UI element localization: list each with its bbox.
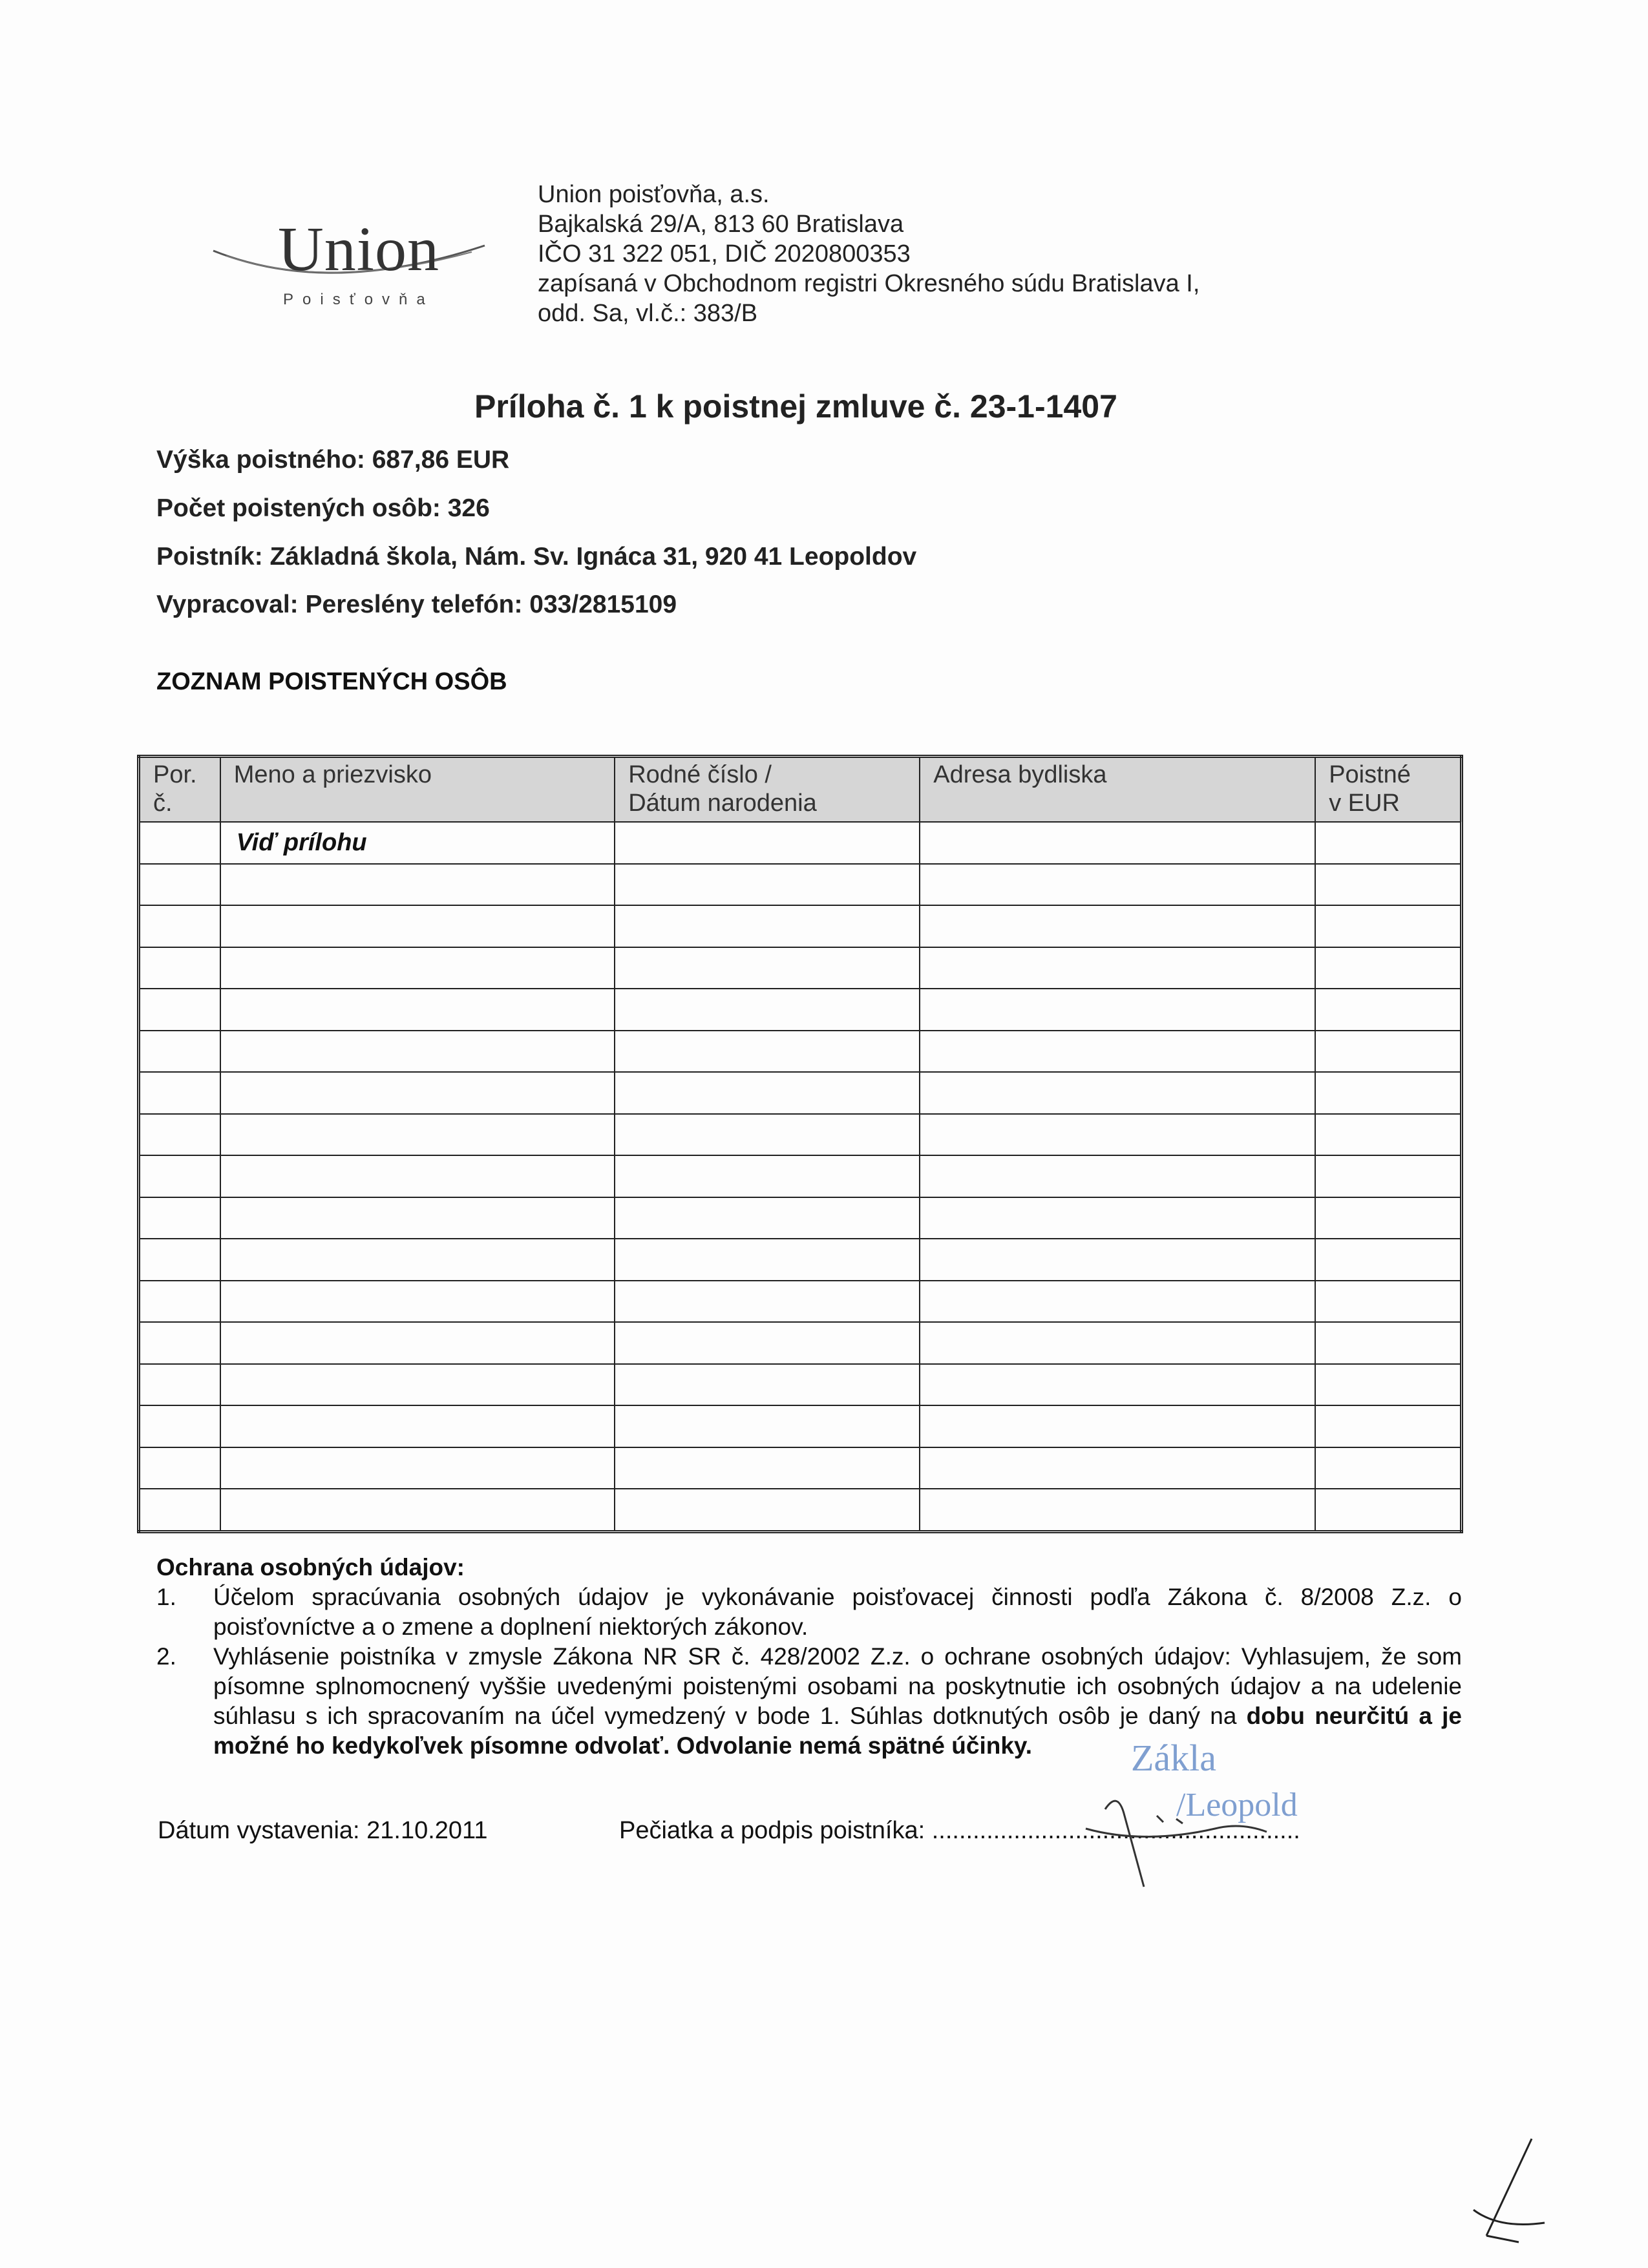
table-cell xyxy=(615,1364,920,1406)
table-cell xyxy=(615,1405,920,1447)
company-registry-section: odd. Sa, vl.č.: 383/B xyxy=(538,300,758,327)
table-cell xyxy=(1315,1364,1461,1406)
col-header-birth xyxy=(615,757,920,823)
data-protection-item xyxy=(156,1582,1462,1642)
table-cell xyxy=(615,947,920,989)
union-logo xyxy=(200,200,498,310)
table-row xyxy=(139,989,1462,1031)
col-header-name xyxy=(220,757,615,823)
table-cell xyxy=(139,1322,220,1364)
company-registry: zapísaná v Obchodnom registri Okresného súdu Bratislava I, xyxy=(538,270,1200,297)
table-cell xyxy=(920,822,1315,864)
table-cell xyxy=(1315,1489,1461,1531)
table-cell xyxy=(920,905,1315,947)
table-cell xyxy=(1315,1281,1461,1323)
table-cell xyxy=(139,1405,220,1447)
table-header-row xyxy=(139,757,1462,823)
table-cell xyxy=(1315,822,1461,864)
table-cell xyxy=(1315,1239,1461,1281)
table-cell xyxy=(615,822,920,864)
table-row xyxy=(139,1239,1462,1281)
table-cell xyxy=(139,1197,220,1239)
table-cell xyxy=(920,1031,1315,1073)
col-header-premium-line1: Poistné xyxy=(1329,761,1411,788)
insured-count: Počet poistených osôb: 326 xyxy=(156,494,490,522)
table-row xyxy=(139,1489,1462,1531)
table-cell xyxy=(139,1364,220,1406)
table-cell xyxy=(615,1447,920,1489)
table-cell xyxy=(139,905,220,947)
table-cell xyxy=(920,1155,1315,1197)
item-number: 1. xyxy=(156,1584,176,1610)
table-cell xyxy=(139,1072,220,1114)
table-row xyxy=(139,1072,1462,1114)
table-cell xyxy=(615,1031,920,1073)
table-cell xyxy=(615,1155,920,1197)
table-row xyxy=(139,1114,1462,1156)
col-header-number-line2: č. xyxy=(153,790,173,817)
prepared-by: Vypracoval: Pereslény telefón: 033/2815109 xyxy=(156,591,677,618)
table-row xyxy=(139,1031,1462,1073)
table-cell xyxy=(139,822,220,864)
issue-date: Dátum vystavenia: 21.10.2011 xyxy=(158,1817,488,1844)
table-cell xyxy=(139,989,220,1031)
table-cell xyxy=(220,1322,615,1364)
table-cell xyxy=(220,1155,615,1197)
see-attachment-note: Viď prílohu xyxy=(220,822,615,864)
col-header-number-line1: Por. xyxy=(153,761,197,788)
col-header-number xyxy=(139,757,220,823)
table-cell xyxy=(220,1405,615,1447)
table-row xyxy=(139,822,1462,864)
table-cell xyxy=(920,947,1315,989)
table-cell xyxy=(139,1447,220,1489)
col-header-address-text: Adresa bydliska xyxy=(933,761,1107,788)
table-cell xyxy=(220,1447,615,1489)
table-cell xyxy=(220,1197,615,1239)
stamp-text-line2: /Leopold xyxy=(1176,1787,1298,1823)
table-cell xyxy=(139,1031,220,1073)
table-cell xyxy=(920,1239,1315,1281)
company-ids: IČO 31 322 051, DIČ 2020800353 xyxy=(538,240,911,268)
data-protection-heading: Ochrana osobných údajov: xyxy=(156,1554,465,1580)
table-cell xyxy=(139,864,220,906)
table-cell xyxy=(615,1239,920,1281)
table-cell xyxy=(920,989,1315,1031)
table-cell xyxy=(920,1072,1315,1114)
table-cell xyxy=(615,1072,920,1114)
item-text-bold: dobu neurčitú a je možné ho kedykoľvek písomne odvolať. Odvolanie nemá spätné účinky. xyxy=(213,1703,1462,1759)
table-cell xyxy=(615,1281,920,1323)
table-cell xyxy=(1315,864,1461,906)
table-cell xyxy=(1315,989,1461,1031)
table-cell xyxy=(1315,1197,1461,1239)
stamp-signature-line: Pečiatka a podpis poistníka: ...................................................... xyxy=(619,1817,1300,1844)
table-row xyxy=(139,864,1462,906)
table-cell xyxy=(615,1114,920,1156)
item-text-part: Vyhlásenie poistníka v zmysle Zákona NR SR č. 428/2002 Z.z. o ochrane osobných údajov: Vyhlasujem, že som písomne splnomocnený vyššie uvedenými poistenými osobami na poskytnutie ich osobných údajov a na udelenie súhlasu s ich spracovaním na účel vymedzený v bode 1. Súhlas dotknutých osôb je daný na xyxy=(213,1643,1462,1729)
table-cell xyxy=(139,947,220,989)
table-cell xyxy=(920,1489,1315,1531)
table-cell xyxy=(920,1447,1315,1489)
table-cell xyxy=(220,989,615,1031)
company-info xyxy=(538,180,1199,328)
table-row xyxy=(139,1322,1462,1364)
premium-amount: Výška poistného: 687,86 EUR xyxy=(156,446,510,474)
logo-wordmark: Union xyxy=(278,215,439,284)
table-cell xyxy=(220,1072,615,1114)
table-cell xyxy=(220,905,615,947)
table-cell xyxy=(220,1489,615,1531)
table-cell xyxy=(220,1239,615,1281)
item-text: Účelom spracúvania osobných údajov je vykonávanie poisťovacej činnosti podľa Zákona č. 8/2008 Z.z. o poisťovníctve a o zmene a doplnení niektorých zákonov. xyxy=(213,1584,1462,1640)
table-cell xyxy=(920,864,1315,906)
table-cell xyxy=(220,1281,615,1323)
table-cell xyxy=(1315,905,1461,947)
table-cell xyxy=(1315,1155,1461,1197)
company-address: Bajkalská 29/A, 813 60 Bratislava xyxy=(538,211,904,238)
table-cell xyxy=(220,1031,615,1073)
table-cell xyxy=(615,905,920,947)
table-cell xyxy=(615,1197,920,1239)
table-cell xyxy=(1315,1405,1461,1447)
table-row xyxy=(139,1281,1462,1323)
table-row xyxy=(139,1405,1462,1447)
table-cell xyxy=(139,1239,220,1281)
table-cell xyxy=(139,1489,220,1531)
table-cell xyxy=(615,864,920,906)
table-cell xyxy=(920,1322,1315,1364)
table-cell xyxy=(220,1364,615,1406)
table-cell xyxy=(1315,1322,1461,1364)
table-cell xyxy=(920,1364,1315,1406)
table-cell xyxy=(615,1322,920,1364)
policyholder: Poistník: Základná škola, Nám. Sv. Ignáca 31, 920 41 Leopoldov xyxy=(156,543,917,571)
col-header-birth-line2: Dátum narodenia xyxy=(628,790,817,817)
table-cell xyxy=(139,1114,220,1156)
table-cell xyxy=(139,1155,220,1197)
logo-tagline: Poisťovňa xyxy=(283,291,434,308)
data-protection-section xyxy=(156,1553,1462,1761)
col-header-name-text: Meno a priezvisko xyxy=(233,761,432,788)
list-title: ZOZNAM POISTENÝCH OSÔB xyxy=(156,668,507,695)
table-cell xyxy=(220,864,615,906)
table-cell xyxy=(220,1114,615,1156)
table-cell xyxy=(920,1405,1315,1447)
stamp-text-line1: Zákla xyxy=(1131,1737,1217,1779)
item-number: 2. xyxy=(156,1643,176,1670)
table-cell xyxy=(1315,1072,1461,1114)
company-name: Union poisťovňa, a.s. xyxy=(538,181,770,208)
table-cell xyxy=(615,989,920,1031)
table-row xyxy=(139,947,1462,989)
table-cell xyxy=(139,1281,220,1323)
insured-persons-table xyxy=(137,755,1463,1533)
table-cell xyxy=(920,1197,1315,1239)
table-row xyxy=(139,905,1462,947)
table-cell xyxy=(220,947,615,989)
page-number-mark-icon xyxy=(1461,2132,1551,2249)
table-row xyxy=(139,1197,1462,1239)
table-cell xyxy=(1315,1031,1461,1073)
table-row xyxy=(139,1447,1462,1489)
table-cell xyxy=(1315,947,1461,989)
col-header-address xyxy=(920,757,1315,823)
col-header-birth-line1: Rodné číslo / xyxy=(628,761,772,788)
stamp-and-signature-icon xyxy=(1047,1732,1383,1900)
table-cell xyxy=(615,1489,920,1531)
col-header-premium xyxy=(1315,757,1461,823)
document-title: Príloha č. 1 k poistnej zmluve č. 23-1-1407 xyxy=(474,388,1117,425)
col-header-premium-line2: v EUR xyxy=(1329,790,1400,817)
table-cell xyxy=(920,1114,1315,1156)
table-row xyxy=(139,1364,1462,1406)
table-cell xyxy=(1315,1447,1461,1489)
table-row xyxy=(139,1155,1462,1197)
table-cell xyxy=(1315,1114,1461,1156)
table-cell xyxy=(920,1281,1315,1323)
